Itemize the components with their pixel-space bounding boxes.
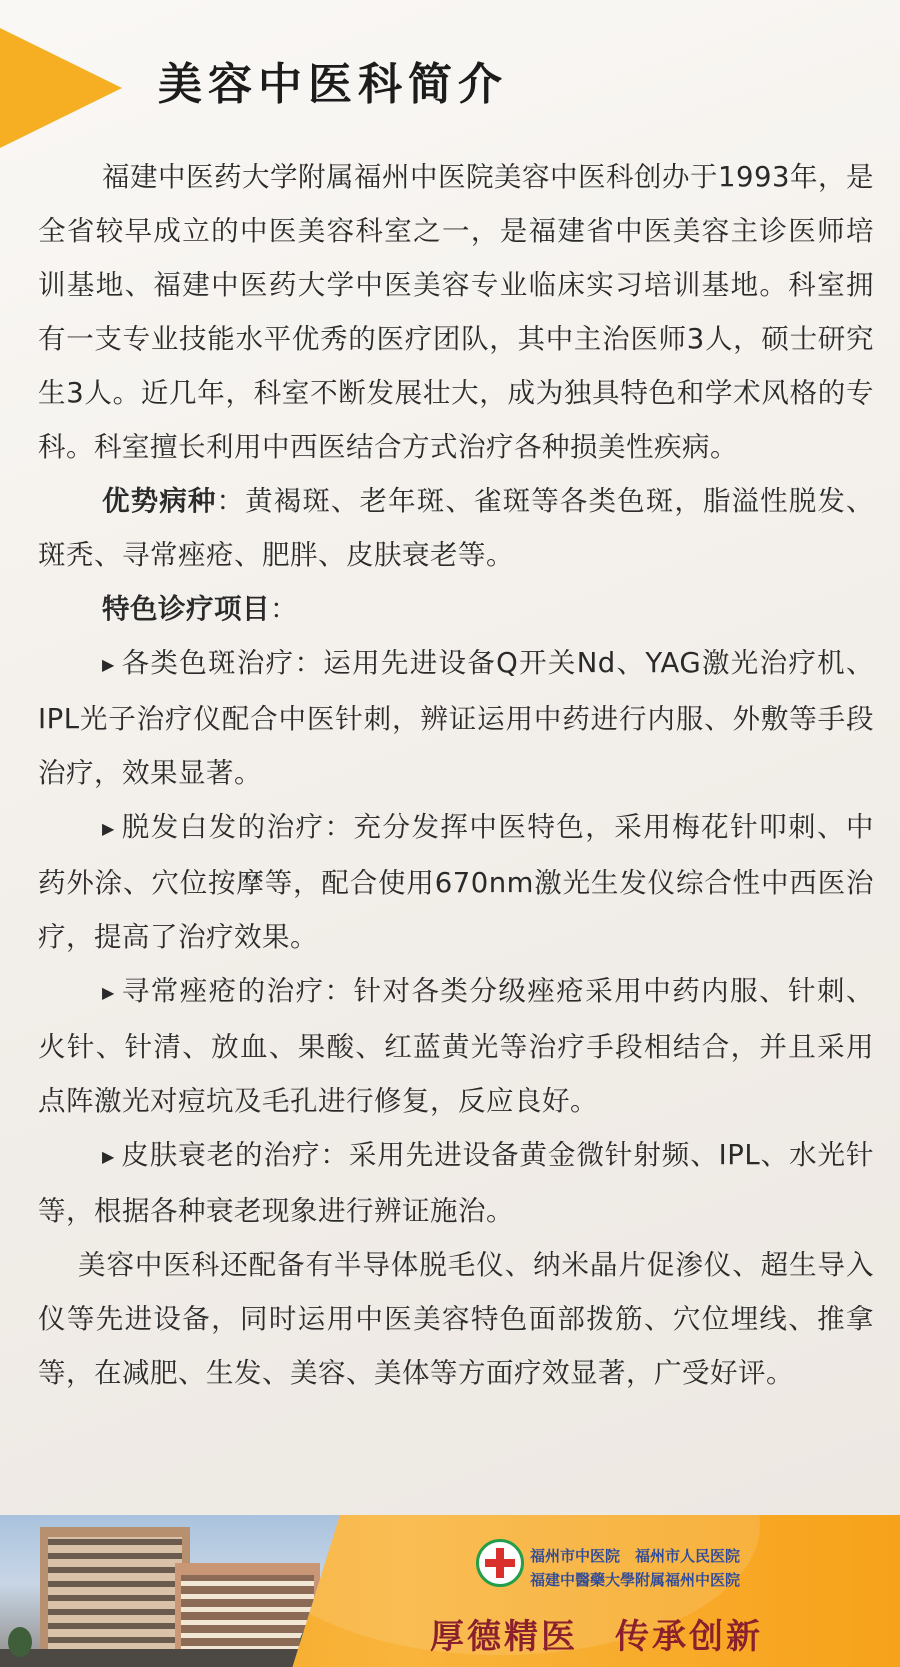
equipment-paragraph: 美容中医科还配备有半导体脱毛仪、纳米晶片促渗仪、超生导入仪等先进设备，同时运用中医美容特色面部拨筋、穴位埋线、推拿等，在减肥、生发、美容、美体等方面疗效显著，广受好评。	[38, 1249, 874, 1389]
footer-banner	[0, 1515, 900, 1667]
hospital-logo-icon	[476, 1539, 524, 1587]
hospital-slogan: 厚德精医 传承创新	[430, 1617, 763, 1657]
advantage-diseases-paragraph	[38, 474, 874, 582]
treatment-item-text: 皮肤衰老的治疗：采用先进设备黄金微针射频、IPL、水光针等，根据各种衰老现象进行辨证施治。	[38, 1139, 874, 1227]
treatment-item-pigment	[38, 636, 874, 800]
page-title: 美容中医科简介	[158, 59, 508, 110]
article-body	[38, 150, 874, 1400]
featured-projects-label: 特色诊疗项目	[102, 593, 270, 625]
treatment-item-text: 寻常痤疮的治疗：针对各类分级痤疮采用中药内服、针刺、火针、针清、放血、果酸、红蓝黄光等治疗手段相结合，并且采用点阵激光对痘坑及毛孔进行修复，反应良好。	[38, 975, 874, 1117]
advantage-diseases-label: 优势病种	[102, 485, 217, 517]
intro-paragraph: 福建中医药大学附属福州中医院美容中医科创办于1993年，是全省较早成立的中医美容科室之一，是福建省中医美容主诊医师培训基地、福建中医药大学中医美容专业临床实习培训基地。科室拥有一支专业技能水平优秀的医疗团队，其中主治医师3人，硕士研究生3人。近几年，科室不断发展壮大，成为独具特色和学术风格的专科。科室擅长利用中西医结合方式治疗各种损美性疾病。	[38, 161, 874, 463]
treatment-item-aging	[38, 1128, 874, 1238]
hospital-building-image	[0, 1515, 340, 1667]
triangle-bullet-icon: ▶	[102, 983, 115, 1002]
advantage-diseases-text: ：黄褐斑、老年斑、雀斑等各类色斑，脂溢性脱发、斑秃、寻常痤疮、肥胖、皮肤衰老等。	[38, 485, 875, 571]
treatment-item-text: 各类色斑治疗：运用先进设备Q开关Nd、YAG激光治疗机、IPL光子治疗仪配合中医针刺，辨证运用中药进行内服、外敷等手段治疗，效果显著。	[38, 647, 874, 789]
triangle-bullet-icon: ▶	[102, 655, 115, 674]
hospital-names-line1: 福州市中医院 福州市人民医院	[530, 1547, 741, 1565]
hospital-names-line2: 福建中醫藥大學附属福州中医院	[530, 1571, 741, 1589]
treatment-item-text: 脱发白发的治疗：充分发挥中医特色，采用梅花针叩刺、中药外涂、穴位按摩等，配合使用670nm激光生发仪综合性中西医治疗，提高了治疗效果。	[38, 811, 874, 953]
treatment-item-hair	[38, 800, 874, 964]
orange-arrow-decoration	[0, 28, 122, 148]
treatment-item-acne	[38, 964, 874, 1128]
triangle-bullet-icon: ▶	[102, 1147, 115, 1166]
featured-projects-heading	[38, 582, 874, 636]
triangle-bullet-icon: ▶	[102, 819, 115, 838]
featured-projects-colon: ：	[270, 593, 298, 625]
